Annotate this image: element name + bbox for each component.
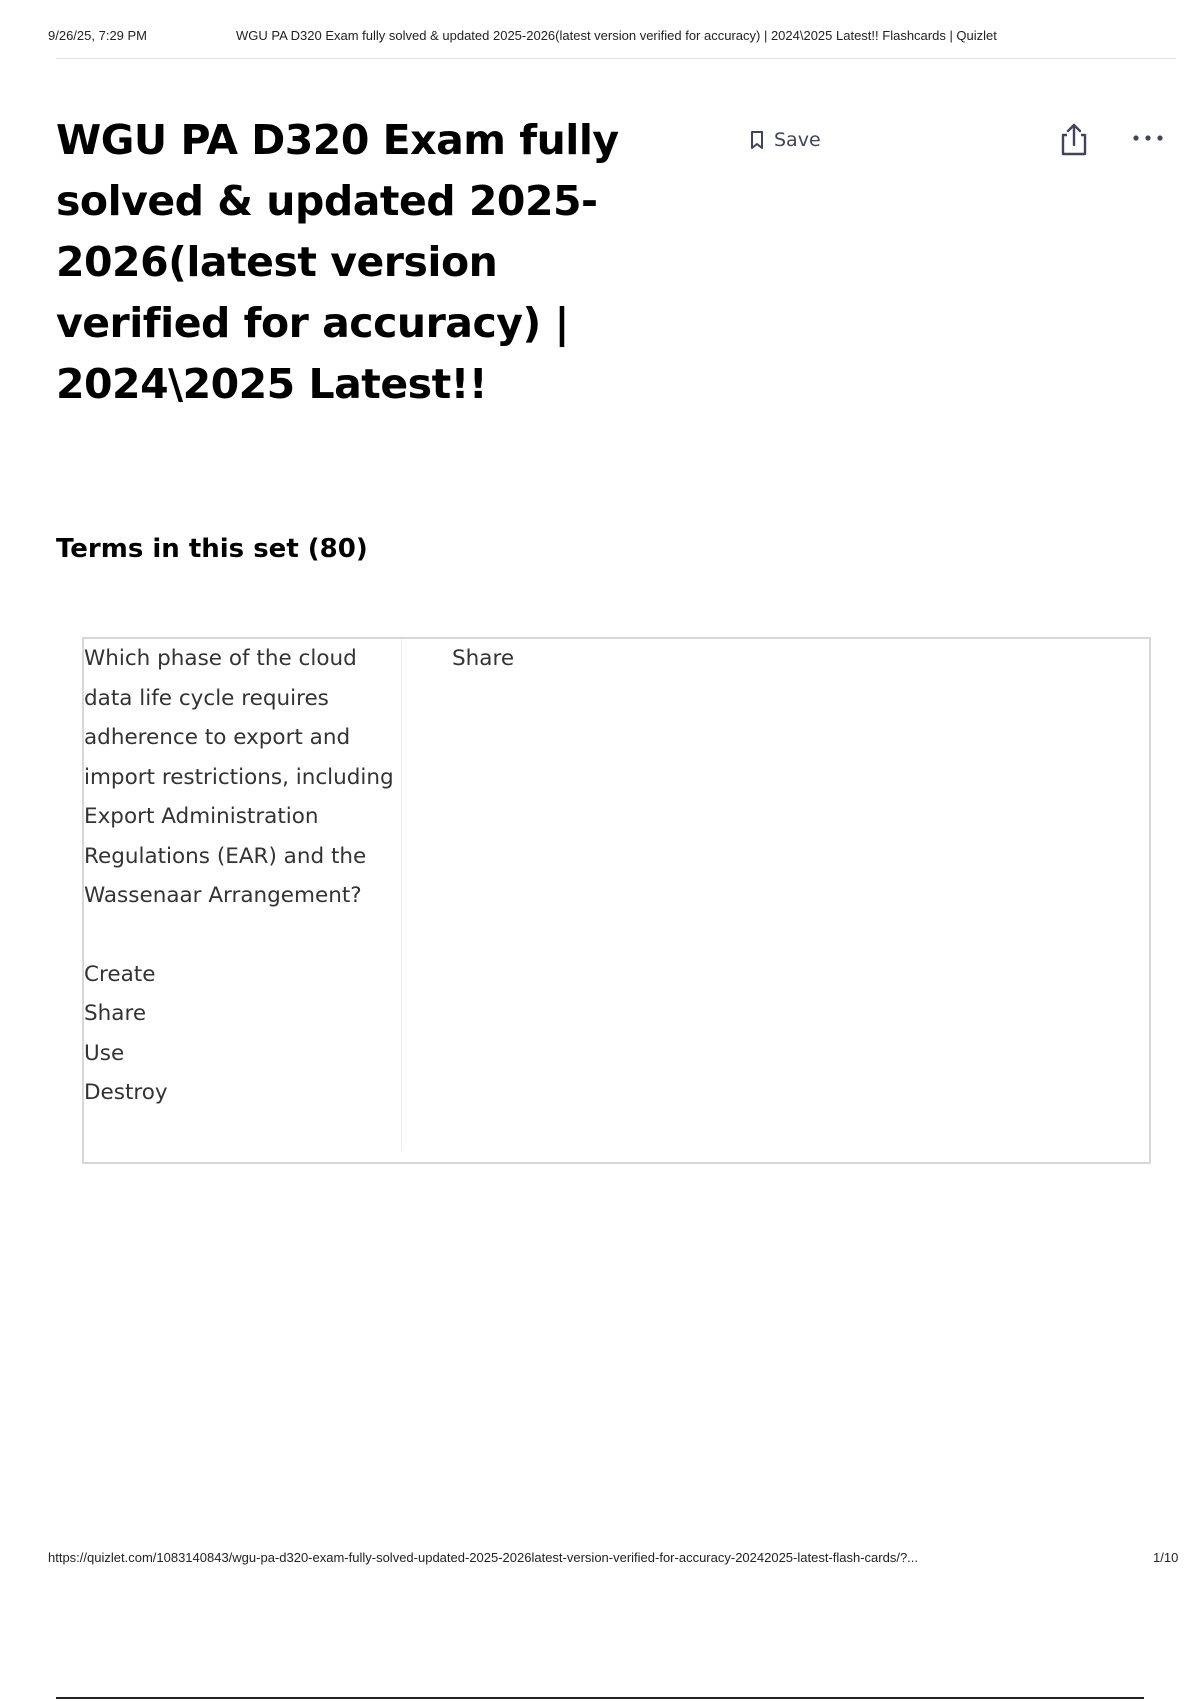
page-number: 1/10 xyxy=(1153,1550,1179,1565)
print-timestamp: 9/26/25, 7:29 PM xyxy=(48,28,148,43)
more-options-icon[interactable] xyxy=(1130,128,1166,148)
term-option: Share xyxy=(84,1001,147,1026)
term-question: Which phase of the cloud data life cycle requires adherence to export and import restrictions, including Export Administration Regulations (EAR) and the Wassenaar Arrangement? xyxy=(84,646,394,908)
page-bottom-divider xyxy=(56,1697,1144,1699)
print-header xyxy=(48,28,1180,48)
header-divider xyxy=(56,58,1176,59)
set-title: WGU PA D320 Exam fully solved & updated 2025-2026(latest version verified for accuracy) | 2024\2025 Latest!! xyxy=(56,116,619,408)
term-options xyxy=(84,955,401,1113)
term-card xyxy=(82,637,1151,1164)
term-option: Destroy xyxy=(84,1080,168,1105)
term-question-column xyxy=(84,639,402,1151)
print-document-title: WGU PA D320 Exam fully solved & updated 2025-2026(latest version verified for accuracy) | 2024\2025 Latest!! Flashcards | Quizlet xyxy=(236,28,997,43)
save-label: Save xyxy=(774,129,821,151)
term-option: Use xyxy=(84,1040,125,1066)
terms-heading: Terms in this set (80) xyxy=(56,534,368,564)
save-button[interactable] xyxy=(750,124,821,156)
print-footer xyxy=(48,1550,1188,1570)
print-url: https://quizlet.com/1083140843/wgu-pa-d320-exam-fully-solved-updated-2025-2026latest-version-verified-for-accuracy-20242025-latest-flash-cards/?... xyxy=(48,1550,919,1565)
share-icon[interactable] xyxy=(1058,121,1090,157)
term-definition: Share xyxy=(452,646,515,671)
term-option: Create xyxy=(84,961,156,987)
bookmark-icon xyxy=(750,130,764,150)
